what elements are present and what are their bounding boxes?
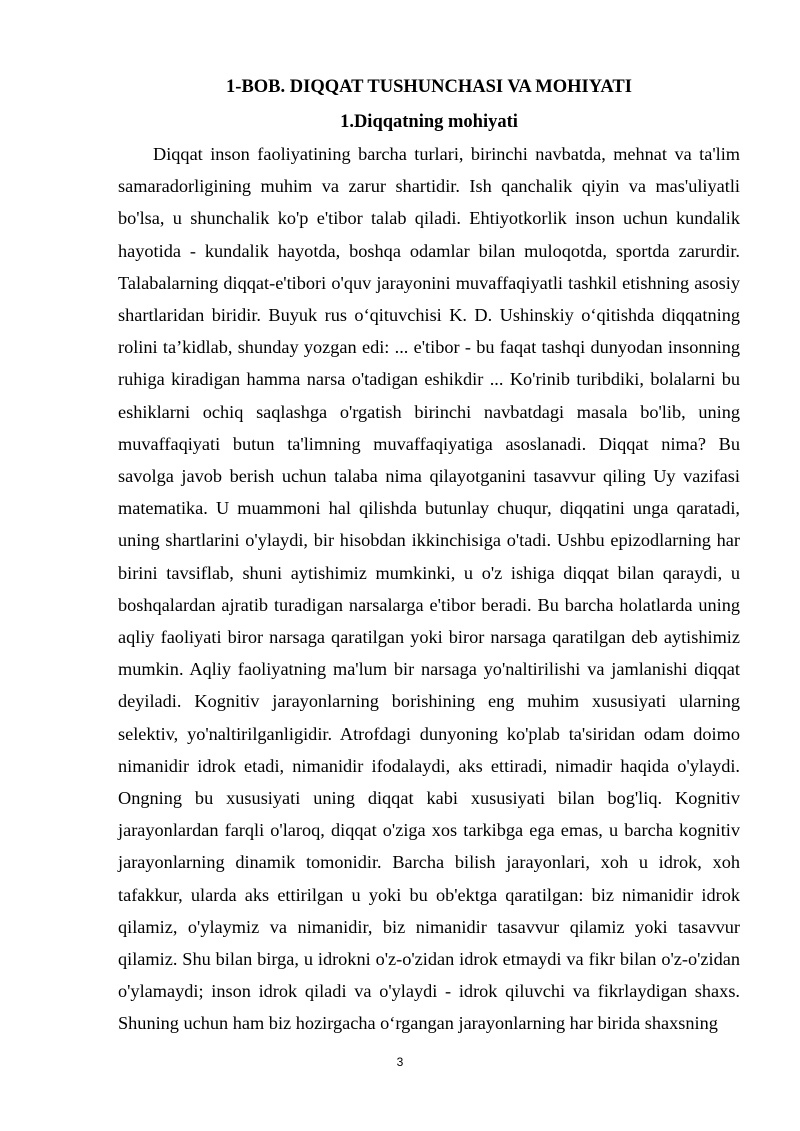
chapter-title: 1-BOB. DIQQAT TUSHUNCHASI VA MOHIYATI	[226, 77, 632, 97]
page-number: 3	[396, 1055, 404, 1069]
body-paragraph: Diqqat inson faoliyatining barcha turlari, birinchi navbatda, mehnat va ta'lim samaradorligining muhim va zarur shartidir. Ish qanchalik qiyin va mas'uliyatli bo'lsa, u shunchalik ko'p e'tibor talab qiladi. Ehtiyotkorlik inson uchun kundalik hayotida - kundalik hayotda, boshqa odamlar bilan muloqotda, sportda zarurdir. Talabalarning diqqat-e'tibori o'quv jarayonini muvaffaqiyatli tashkil etishning asosiy shartlaridan biridir. Buyuk rus o‘qituvchisi K. D. Ushinskiy o‘qitishda diqqatning rolini ta’kidlab, shunday yozgan edi: ... e'tibor - bu faqat tashqi dunyodan insonning ruhiga kiradigan hamma narsa o'tadigan eshikdir ... Ko'rinib turibdiki, bolalarni bu eshiklarni ochiq saqlashga o'rgatish birinchi navbatdagi masala bo'lib, uning muvaffaqiyati butun ta'limning muvaffaqiyatiga asoslanadi. Diqqat nima? Bu savolga javob berish uchun talaba nima qilayotganini tasavvur qiling Uy vazifasi matematika. U muammoni hal qilishda butunlay chuqur, diqqatini unga qaratadi, uning shartlarini o'ylaydi, bir hisobdan ikkinchisiga o'tadi. Ushbu epizodlarning har birini tavsiflab, shuni aytishimiz mumkinki, u o'z ishiga diqqat bilan qaraydi, u boshqalardan ajratib turadigan narsalarga e'tibor beradi. Bu barcha holatlarda uning aqliy faoliyati biror narsaga qaratilgan yoki biror narsaga qaratilgan deb aytishimiz mumkin. Aqliy faoliyatning ma'lum bir narsaga yo'naltirilishi va jamlanishi diqqat deyiladi. Kognitiv jarayonlarning borishining eng muhim xususiyati ularning selektiv, yo'naltirilganligidir. Atrofdagi dunyoning ko'plab ta'siridan odam doimo nimanidir idrok etadi, nimanidir ifodalaydi, aks ettiradi, nimadir haqida o'ylaydi. Ongning bu xususiyati uning diqqat kabi xususiyati bilan bog'liq. Kognitiv jarayonlardan farqli o'laroq, diqqat o'ziga xos tarkibga ega emas, u barcha kognitiv jarayonlarning dinamik tomonidir. Barcha bilish jarayonlari, xoh u idrok, xoh tafakkur, ularda aks ettirilgan u yoki bu ob'ektga qaratilgan: biz nimanidir idrok qilamiz, o'ylaymiz va nimanidir, biz nimanidir tasavvur qilamiz yoki tasavvur qilamiz. Shu bilan birga, u idrokni o'z-o'zidan idrok etmaydi va fikr bilan o'z-o'zidan o'ylamaydi; inson idrok qiladi va o'ylaydi - idrok qiluvchi va fikrlaydigan shaxs. Shuning uchun ham biz hozirgacha o‘rgangan jarayonlarning har birida shaxsning	[118, 144, 740, 1034]
section-title: 1.Diqqatning mohiyati	[340, 112, 518, 132]
